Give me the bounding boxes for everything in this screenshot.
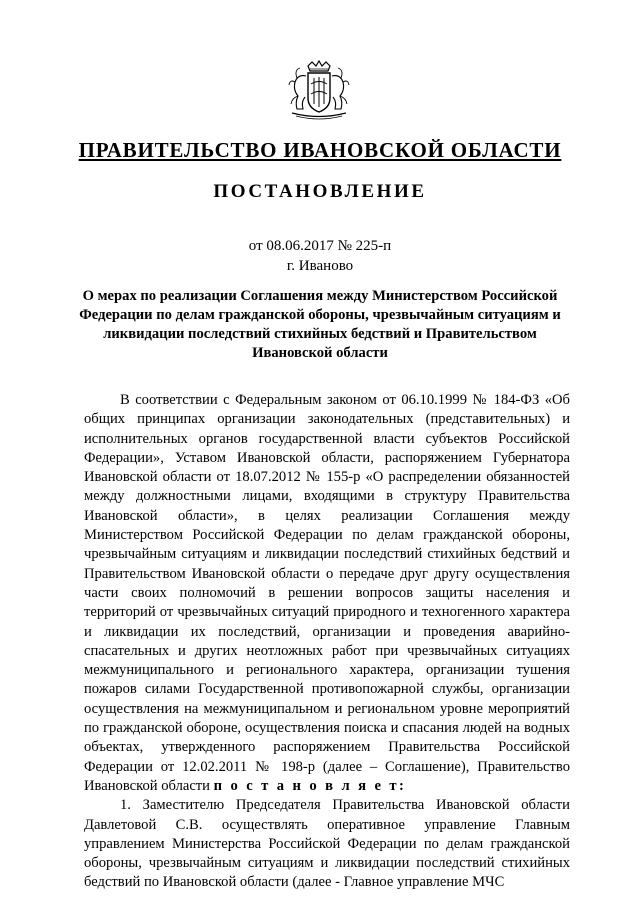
- document-body: [84, 391, 570, 893]
- date-number: от 08.06.2017 № 225-п: [248, 238, 392, 254]
- preamble-text: В соответствии с Федеральным законом от 06.10.1999 № 184-ФЗ «Об общих принципах организации законодательных (представительных) и исполнительных органов государственной власти субъектов Российской Федерации», Уставом Ивановской области, распоряжением Губернатора Ивановской области от 18.07.2012 № 155-р «О распределении обязанностей между должностными лицами, входящими в структуру Правительства Ивановской области», в целях реализации Соглашения между Министерством Российской Федерации по делам гражданской обороны, чрезвычайным ситуациям и ликвидации последствий стихийных бедствий и Правительством Ивановской области о передаче друг другу осуществления части своих полномочий в решении вопросов защиты населения и территорий от чрезвычайных ситуаций природного и техногенного характера и ликвидации их последствий, организации и проведения аварийно-спасательных и других неотложных работ при чрезвычайных ситуациях межмуниципального и регионального характера, организации тушения пожаров силами Государственной противопожарной службы, организации осуществления на межмуниципальном и региональном уровне мероприятий по гражданской обороне, осуществления поиска и спасания людей на водных объектах, утвержденного распоряжением Правительства Российской Федерации от 12.02.2011 № 198-р (далее – Соглашение), Правительство Ивановской области: [84, 392, 570, 794]
- body-paragraph-preamble: [84, 391, 570, 796]
- body-paragraph-item-1: 1. Заместителю Председателя Правительства Ивановской области Давлетовой С.В. осуществлять оперативное управление Главным управлением Министерства Российской Федерации по делам гражданской обороны, чрезвычайным ситуациям и ликвидации последствий стихийных бедствий по Ивановской области (далее - Главное управление МЧС: [84, 797, 570, 891]
- city: г. Иваново: [286, 258, 354, 274]
- organization-title: ПРАВИТЕЛЬСТВО ИВАНОВСКОЙ ОБЛАСТИ: [78, 138, 562, 162]
- resolves-phrase: п о с т а н о в л я е т:: [213, 777, 407, 794]
- coat-of-arms-icon: [286, 60, 352, 122]
- document-meta: [0, 236, 640, 276]
- document-type: ПОСТАНОВЛЕНИЕ: [213, 181, 427, 202]
- document-subject: О мерах по реализации Соглашения между Министерством Российской Федерации по делам гражданской обороны, чрезвычайным ситуациям и ликвидации последствий стихийных бедствий и Правительством Ивановской области: [79, 288, 561, 361]
